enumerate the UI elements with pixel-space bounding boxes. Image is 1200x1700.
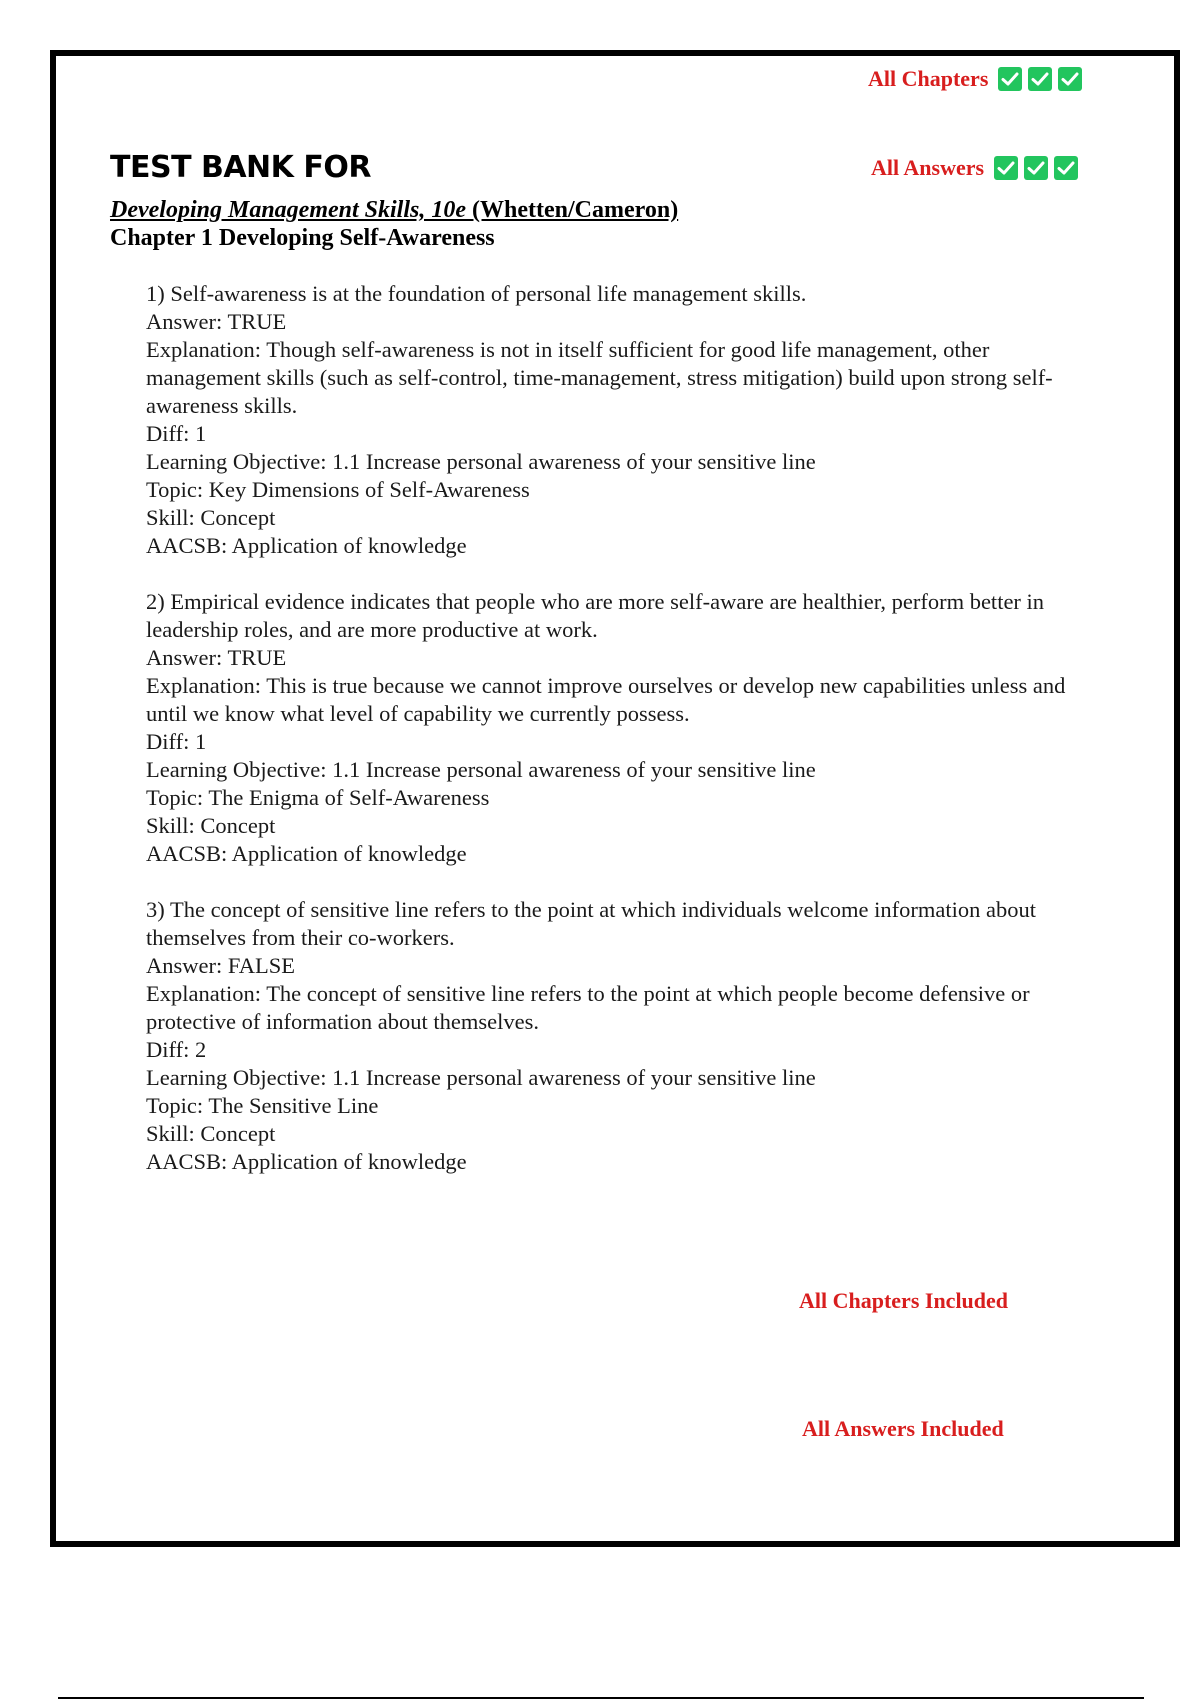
all-answers-badge	[871, 155, 1078, 181]
topic-text: Topic: Key Dimensions of Self-Awareness	[146, 477, 530, 502]
question-list	[146, 280, 1096, 1204]
skill-text: Skill: Concept	[146, 1121, 276, 1146]
question-text: 3) The concept of sensitive line refers to the point at which individuals welcome information about themselves from their co-workers.	[146, 897, 1036, 950]
green-check-icon	[998, 67, 1022, 91]
answer-text: Answer: TRUE	[146, 645, 287, 670]
answer-text: Answer: TRUE	[146, 309, 287, 334]
all-chapters-badge	[868, 66, 1082, 92]
question-text: 1) Self-awareness is at the foundation of personal life management skills.	[146, 281, 807, 306]
green-check-icon	[1024, 156, 1048, 180]
explanation-text: Explanation: Though self-awareness is not in itself sufficient for good life management, other management skills (such as self-control, time-management, stress mitigation) build upon strong self-awareness skills.	[146, 337, 1053, 418]
skill-text: Skill: Concept	[146, 505, 276, 530]
book-citation	[110, 197, 678, 224]
question-text: 2) Empirical evidence indicates that people who are more self-aware are healthier, perform better in leadership roles, and are more productive at work.	[146, 589, 1045, 642]
all-chapters-included-note: All Chapters Included	[799, 1288, 1009, 1313]
difficulty-text: Diff: 1	[146, 729, 207, 754]
learning-objective-text: Learning Objective: 1.1 Increase personal awareness of your sensitive line	[146, 757, 816, 782]
aacsb-text: AACSB: Application of knowledge	[146, 1149, 467, 1174]
aacsb-text: AACSB: Application of knowledge	[146, 533, 467, 558]
book-title: Developing Management Skills, 10e	[110, 197, 466, 223]
explanation-text: Explanation: The concept of sensitive line refers to the point at which people become defensive or protective of information about themselves.	[146, 981, 1030, 1034]
bottom-divider	[58, 1697, 1144, 1699]
difficulty-text: Diff: 1	[146, 421, 207, 446]
topic-text: Topic: The Enigma of Self-Awareness	[146, 785, 490, 810]
question-item	[146, 280, 1096, 560]
explanation-text: Explanation: This is true because we cannot improve ourselves or develop new capabilities unless and until we know what level of capability we currently possess.	[146, 673, 1066, 726]
aacsb-text: AACSB: Application of knowledge	[146, 841, 467, 866]
book-authors: (Whetten/Cameron)	[472, 197, 679, 223]
green-check-icon	[1054, 156, 1078, 180]
all-answers-included-note: All Answers Included	[802, 1416, 1004, 1441]
chapter-heading: Chapter 1 Developing Self-Awareness	[110, 225, 495, 251]
question-item	[146, 896, 1096, 1176]
topic-text: Topic: The Sensitive Line	[146, 1093, 379, 1118]
learning-objective-text: Learning Objective: 1.1 Increase personal awareness of your sensitive line	[146, 449, 816, 474]
page-title: TEST BANK FOR	[110, 150, 371, 185]
question-item	[146, 588, 1096, 868]
green-check-icon	[1028, 67, 1052, 91]
answer-text: Answer: FALSE	[146, 953, 295, 978]
all-chapters-label: All Chapters	[868, 66, 989, 91]
green-check-icon	[1058, 67, 1082, 91]
learning-objective-text: Learning Objective: 1.1 Increase personal awareness of your sensitive line	[146, 1065, 816, 1090]
skill-text: Skill: Concept	[146, 813, 276, 838]
all-answers-label: All Answers	[871, 155, 985, 180]
green-check-icon	[994, 156, 1018, 180]
difficulty-text: Diff: 2	[146, 1037, 207, 1062]
